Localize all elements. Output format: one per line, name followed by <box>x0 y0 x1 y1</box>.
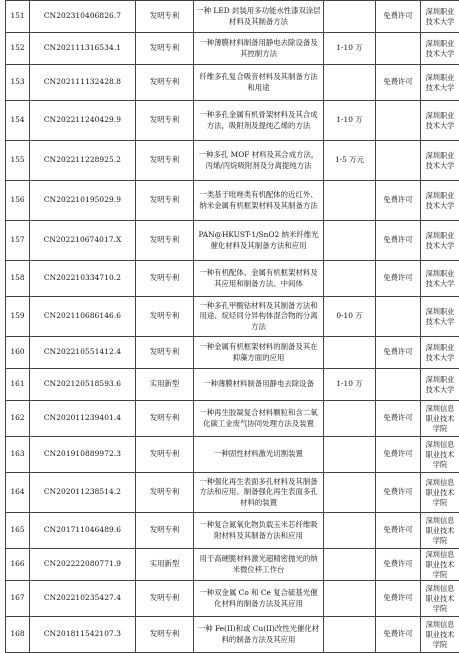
cell-license-fee: 1-5 万元 <box>324 141 376 181</box>
cell-index: 166 <box>6 549 30 581</box>
cell-patent-name: 一种再生胶凝复合材料颗粒和含二氧化碳工业废气协同处理方法及装置 <box>194 401 324 437</box>
cell-license-fee <box>324 261 376 297</box>
table-row <box>6 581 459 617</box>
cell-license-mode: 免费许可 <box>376 1 421 33</box>
patent-table-body <box>6 1 459 653</box>
cell-patent-name: 一种固性材料激光切割装置 <box>194 437 324 473</box>
cell-patent-type: 发明专利 <box>136 617 194 653</box>
cell-license-mode: 免费许可 <box>376 401 421 437</box>
cell-index: 162 <box>6 401 30 437</box>
table-row <box>6 617 459 653</box>
cell-license-fee: 0-10 万 <box>324 297 376 337</box>
cell-license-mode <box>376 369 421 401</box>
cell-index: 155 <box>6 141 30 181</box>
cell-index: 161 <box>6 369 30 401</box>
cell-patent-type: 发明专利 <box>136 261 194 297</box>
cell-index: 159 <box>6 297 30 337</box>
cell-patent-name: 一种多孔甲酸钴材料及其制备方法和用途、烷烃同分异构体混合物的分离方法 <box>194 297 324 337</box>
cell-license-mode: 免费许可 <box>376 513 421 549</box>
cell-patentee: 深圳信息职业技术学院 <box>421 617 459 653</box>
cell-license-fee <box>324 401 376 437</box>
table-row <box>6 337 459 369</box>
table-row <box>6 437 459 473</box>
table-row <box>6 369 459 401</box>
cell-patent-name: 一种薄膜材料制备用静电去除设备及其控制方法 <box>194 33 324 65</box>
cell-license-fee <box>324 65 376 101</box>
cell-patentee: 深圳职业技术大学 <box>421 261 459 297</box>
cell-patent-name: 一种 Fe(II)和或 Cu(II)改性光催化材料的制备方法及其应用 <box>194 617 324 653</box>
cell-license-mode: 免费许可 <box>376 65 421 101</box>
cell-application-number: CN202011239401.4 <box>30 401 136 437</box>
cell-patentee: 深圳职业技术大学 <box>421 181 459 221</box>
cell-application-number: CN202310406826.7 <box>30 1 136 33</box>
cell-application-number: CN202210235427.4 <box>30 581 136 617</box>
cell-patent-name: 一种金属有机框架材料的制备及其在抑藻方面的应用 <box>194 337 324 369</box>
table-row <box>6 473 459 513</box>
cell-patent-name: 一种有机配体、金属有机框架材料及其应用和制备方法、中间体 <box>194 261 324 297</box>
cell-patent-type: 发明专利 <box>136 297 194 337</box>
cell-license-mode <box>376 33 421 65</box>
cell-application-number: CN202011238514.2 <box>30 473 136 513</box>
cell-license-fee <box>324 617 376 653</box>
cell-patentee: 深圳信息职业技术学院 <box>421 549 459 581</box>
cell-license-mode: 免费许可 <box>376 617 421 653</box>
cell-index: 163 <box>6 437 30 473</box>
table-row <box>6 65 459 101</box>
cell-license-mode <box>376 101 421 141</box>
cell-license-mode: 免费许可 <box>376 437 421 473</box>
cell-patent-name: 一种多孔金属有机骨架材料及其合成方法，吸附剂及提纯乙烯的方法 <box>194 101 324 141</box>
cell-license-fee: 1-10 万 <box>324 369 376 401</box>
cell-index: 160 <box>6 337 30 369</box>
cell-index: 156 <box>6 181 30 221</box>
cell-patentee: 深圳职业技术大学 <box>421 101 459 141</box>
cell-application-number: CN202111316534.1 <box>30 33 136 65</box>
cell-patentee: 深圳职业技术大学 <box>421 337 459 369</box>
cell-license-mode <box>376 141 421 181</box>
cell-patent-type: 发明专利 <box>136 337 194 369</box>
table-row <box>6 221 459 261</box>
cell-index: 164 <box>6 473 30 513</box>
cell-application-number: CN202210674017.X <box>30 221 136 261</box>
cell-license-fee: 1-10 万 <box>324 101 376 141</box>
cell-application-number: CN202211228925.2 <box>30 141 136 181</box>
cell-patent-type: 实用新型 <box>136 369 194 401</box>
table-row <box>6 549 459 581</box>
cell-index: 165 <box>6 513 30 549</box>
cell-patentee: 深圳职业技术大学 <box>421 369 459 401</box>
cell-application-number: CN202110686146.6 <box>30 297 136 337</box>
cell-license-fee <box>324 437 376 473</box>
table-row <box>6 33 459 65</box>
cell-patent-name: 用于高硬脆材料激光超精密抛光的纳米微位移工作台 <box>194 549 324 581</box>
cell-index: 168 <box>6 617 30 653</box>
patent-table <box>5 0 459 653</box>
cell-license-fee <box>324 473 376 513</box>
cell-application-number: CN202210195029.9 <box>30 181 136 221</box>
cell-license-fee <box>324 221 376 261</box>
cell-patent-type: 发明专利 <box>136 181 194 221</box>
cell-patent-type: 发明专利 <box>136 33 194 65</box>
cell-license-fee: 1-10 万 <box>324 33 376 65</box>
cell-patentee: 深圳信息职业技术学院 <box>421 513 459 549</box>
cell-patent-type: 发明专利 <box>136 473 194 513</box>
cell-index: 154 <box>6 101 30 141</box>
cell-patent-type: 发明专利 <box>136 513 194 549</box>
cell-patent-name: 一种双金属 Co 和 Ce 复合硫基光催化材料的制备方法及其应用 <box>194 581 324 617</box>
cell-patent-type: 实用新型 <box>136 549 194 581</box>
cell-application-number: CN201711046489.6 <box>30 513 136 549</box>
cell-patentee: 深圳信息职业技术学院 <box>421 473 459 513</box>
cell-index: 158 <box>6 261 30 297</box>
table-row <box>6 181 459 221</box>
cell-license-mode: 免费许可 <box>376 581 421 617</box>
cell-license-fee <box>324 513 376 549</box>
cell-patentee: 深圳职业技术大学 <box>421 65 459 101</box>
cell-license-mode <box>376 297 421 337</box>
table-row <box>6 101 459 141</box>
cell-patent-name: 一种多孔 MOF 材料及其合成方法，丙烯/丙烷吸附剂及分离提纯方法 <box>194 141 324 181</box>
cell-patent-name: 一种薄膜材料制备用静电去除设备 <box>194 369 324 401</box>
cell-patent-type: 发明专利 <box>136 581 194 617</box>
cell-patent-type: 发明专利 <box>136 221 194 261</box>
cell-application-number: CN202120518593.6 <box>30 369 136 401</box>
cell-license-mode: 免费许可 <box>376 549 421 581</box>
cell-index: 153 <box>6 65 30 101</box>
cell-index: 157 <box>6 221 30 261</box>
table-row <box>6 261 459 297</box>
cell-application-number: CN201910889972.3 <box>30 437 136 473</box>
cell-patent-type: 发明专利 <box>136 437 194 473</box>
patent-list-page <box>5 0 459 653</box>
cell-license-mode: 免费许可 <box>376 337 421 369</box>
cell-patentee: 深圳信息职业技术学院 <box>421 581 459 617</box>
table-row <box>6 297 459 337</box>
cell-license-mode: 免费许可 <box>376 473 421 513</box>
cell-license-fee <box>324 181 376 221</box>
cell-application-number: CN202111132428.8 <box>30 65 136 101</box>
cell-patent-type: 发明专利 <box>136 65 194 101</box>
cell-application-number: CN202210334710.2 <box>30 261 136 297</box>
cell-license-mode: 免费许可 <box>376 261 421 297</box>
cell-patent-name: 一种 LED 封装用多功能水性漆双涂层材料及其制备方法 <box>194 1 324 33</box>
cell-license-fee <box>324 549 376 581</box>
table-row <box>6 513 459 549</box>
cell-application-number: CN202222080771.9 <box>30 549 136 581</box>
cell-patentee: 深圳职业技术大学 <box>421 1 459 33</box>
cell-license-fee <box>324 337 376 369</box>
cell-index: 167 <box>6 581 30 617</box>
cell-application-number: CN202211240429.9 <box>30 101 136 141</box>
cell-license-mode: 免费许可 <box>376 181 421 221</box>
cell-patent-name: 一种复合氮氧化物负载玉米芯纤维吸附材料及其制备方法和应用 <box>194 513 324 549</box>
cell-patent-type: 发明专利 <box>136 401 194 437</box>
cell-patent-name: 一种强化再生表面多孔材料及其制备方法和应用、制备强化再生表面多孔材料的装置 <box>194 473 324 513</box>
cell-index: 151 <box>6 1 30 33</box>
table-row <box>6 1 459 33</box>
cell-patent-name: 纤维多孔复合吸音材料及其制备方法和用途 <box>194 65 324 101</box>
cell-patent-type: 发明专利 <box>136 141 194 181</box>
cell-license-fee <box>324 581 376 617</box>
cell-application-number: CN202210551412.4 <box>30 337 136 369</box>
cell-license-mode: 免费许可 <box>376 221 421 261</box>
cell-license-fee <box>324 1 376 33</box>
cell-patent-name: 一类基于吡唑类有机配体的近红外、纳米金属有机框架材料及其制备方法 <box>194 181 324 221</box>
cell-patent-type: 发明专利 <box>136 1 194 33</box>
cell-patentee: 深圳信息职业技术学院 <box>421 401 459 437</box>
cell-patentee: 深圳职业技术大学 <box>421 297 459 337</box>
cell-patentee: 深圳职业技术大学 <box>421 141 459 181</box>
table-row <box>6 401 459 437</box>
cell-patentee: 深圳信息职业技术学院 <box>421 437 459 473</box>
table-row <box>6 141 459 181</box>
cell-patentee: 深圳职业技术大学 <box>421 221 459 261</box>
cell-patentee: 深圳职业技术大学 <box>421 33 459 65</box>
cell-patent-name: PAN@HKUST-1/SnO2 纳米纤维光催化材料及其制备方法和应用 <box>194 221 324 261</box>
cell-patent-type: 发明专利 <box>136 101 194 141</box>
cell-application-number: CN201811542107.3 <box>30 617 136 653</box>
cell-index: 152 <box>6 33 30 65</box>
